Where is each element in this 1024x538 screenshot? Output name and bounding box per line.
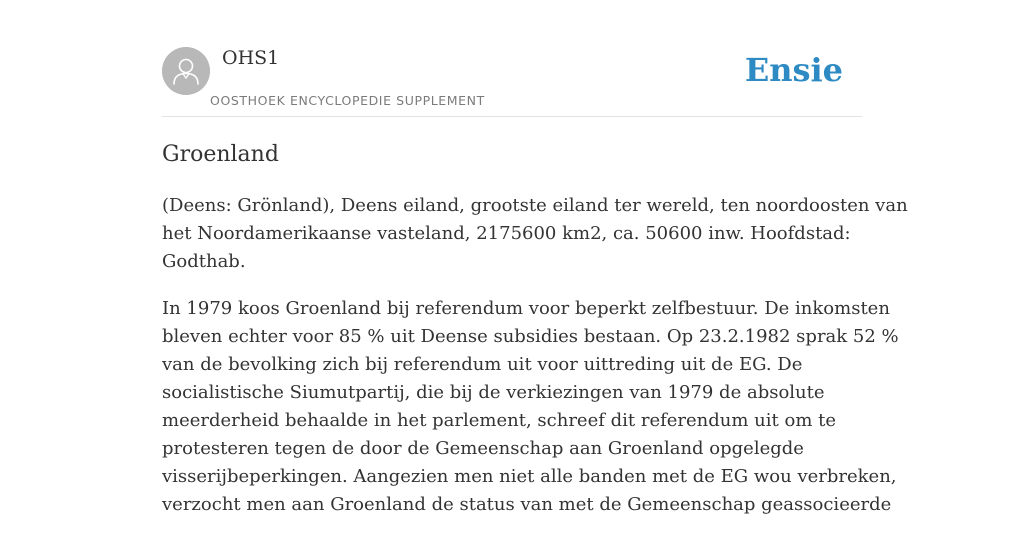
user-silhouette-icon [162, 47, 210, 95]
article-body [162, 192, 908, 538]
text-line: Godthab. [162, 251, 246, 272]
text-line: protesteren tegen de door de Gemeenschap aan Groenland opgelegde [162, 438, 804, 459]
author-username-link[interactable]: OHS1 [222, 47, 280, 69]
text-line: (Deens: Grönland), Deens eiland, grootste eiland ter wereld, ten noordoosten van [162, 195, 908, 216]
article-paragraph [162, 192, 908, 276]
page [162, 0, 908, 515]
text-line: van de bevolking zich bij referendum uit voor uittreding uit de EG. De [162, 354, 803, 375]
brand-logo-link[interactable]: Ensie [744, 51, 843, 89]
text-line: meerderheid behaalde in het parlement, schreef dit referendum uit om te [162, 410, 836, 431]
article-title: Groenland [162, 142, 279, 167]
text-line: het Noordamerikaanse vasteland, 2175600 km2, ca. 50600 inw. Hoofdstad: [162, 223, 851, 244]
article-paragraph [162, 295, 899, 519]
text-line: In 1979 koos Groenland bij referendum voor beperkt zelfbestuur. De inkomsten [162, 298, 890, 319]
text-line: socialistische Siumutpartij, die bij de verkiezingen van 1979 de absolute [162, 382, 825, 403]
text-line: bleven echter voor 85 % uit Deense subsidies bestaan. Op 23.2.1982 sprak 52 % [162, 326, 899, 347]
header [162, 0, 862, 117]
user-avatar-icon[interactable] [162, 47, 210, 95]
text-line: visserijbeperkingen. Aangezien men niet alle banden met de EG wou verbreken, [162, 466, 897, 487]
source-label: OOSTHOEK ENCYCLOPEDIE SUPPLEMENT [210, 93, 485, 108]
text-line: verzocht men aan Groenland de status van met de Gemeenschap geassocieerde [162, 494, 892, 515]
